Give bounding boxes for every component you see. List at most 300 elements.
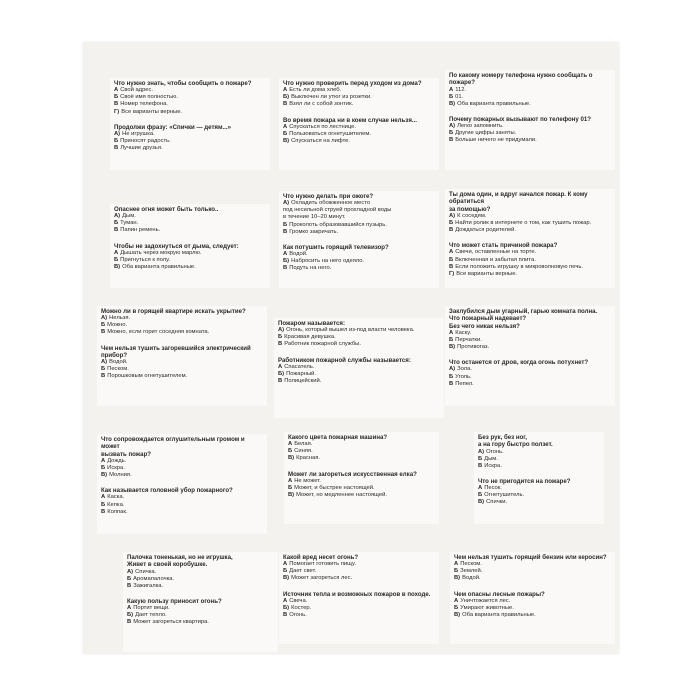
- option-letter: Б: [454, 604, 459, 611]
- answer-option: [449, 213, 611, 220]
- option-letter: Б: [288, 484, 293, 491]
- option-letter: А: [127, 605, 132, 612]
- answer-option: [101, 472, 263, 479]
- option-letter: Б: [101, 322, 106, 329]
- option-text: Полицейский.: [284, 378, 322, 385]
- option-text: Умирают животные.: [460, 604, 514, 611]
- question-text: Как потушить горящий телевизор?: [283, 243, 389, 251]
- question-text: Палочка тоненькая, но не игрушка, Живет в своей коробушке.: [127, 554, 233, 569]
- option-text: Зажигалка.: [133, 582, 164, 589]
- question-text: Источник тепла и возможных пожаров в походе.: [283, 590, 431, 598]
- option-text: Оба варианта правильные.: [122, 264, 196, 271]
- option-letter: Б): [278, 370, 285, 377]
- option-text: Громко закричать.: [289, 228, 339, 235]
- question-text: Заклубился дым угарный, гарью комната полна. Что пожарный надевает? Без чего никак нельзя?: [449, 308, 598, 330]
- answer-option: [114, 138, 266, 145]
- answer-option: [101, 373, 263, 380]
- answer-option: [449, 87, 611, 94]
- option-letter: А: [283, 87, 288, 94]
- quiz-card: [445, 189, 615, 288]
- answer-option: [101, 509, 263, 516]
- answer-option: [449, 123, 611, 130]
- answer-option: [114, 227, 266, 234]
- option-letter: Б: [283, 221, 288, 228]
- option-text: Уголь.: [455, 373, 472, 380]
- answer-option: [101, 465, 263, 472]
- answer-option: [114, 109, 266, 116]
- option-letter: В: [114, 145, 119, 152]
- answer-option: [449, 249, 611, 256]
- option-text: Дает свет.: [289, 568, 317, 575]
- answer-options: [449, 213, 611, 234]
- answer-option: [449, 130, 611, 137]
- option-text: Спасатель.: [284, 363, 315, 370]
- question-text: Какой вред несет огонь?: [283, 554, 359, 561]
- option-letter: В): [478, 499, 485, 506]
- option-letter: Б: [101, 501, 106, 508]
- option-letter: В: [127, 582, 132, 589]
- quiz-card: [445, 306, 615, 406]
- answer-option: [101, 494, 263, 501]
- answer-option: [454, 598, 611, 605]
- option-text: Костер.: [291, 604, 312, 611]
- option-letter: Б: [101, 464, 106, 471]
- question-text: Можно ли в горящей квартире искать укрытие?: [101, 308, 246, 315]
- option-text: Зола.: [457, 366, 472, 373]
- option-text: Водой.: [289, 251, 308, 258]
- option-text: Охладить обожженное место под несильной струей прохладной воды в течение 10–20 минут.: [283, 200, 392, 221]
- answer-option: [288, 478, 435, 485]
- answer-option: [478, 456, 600, 463]
- option-text: Лучшие друзья.: [120, 145, 163, 152]
- answer-option: [283, 131, 435, 138]
- option-letter: В: [114, 227, 119, 234]
- answer-option: [283, 258, 435, 265]
- answer-option: [454, 605, 611, 612]
- answer-option: [478, 463, 600, 470]
- option-letter: Б: [114, 256, 119, 263]
- option-letter: В: [449, 227, 454, 234]
- option-letter: В: [101, 373, 106, 380]
- option-letter: Б): [283, 258, 290, 265]
- quiz-card: [279, 78, 439, 170]
- answer-option: [283, 605, 435, 612]
- option-text: 01.: [455, 93, 464, 100]
- answer-options: [127, 605, 274, 626]
- answer-options: [283, 87, 435, 108]
- option-letter: В: [478, 462, 483, 469]
- answer-option: [478, 485, 600, 492]
- answer-option: [127, 583, 274, 590]
- answer-option: [101, 502, 263, 509]
- option-text: Пожарный.: [286, 370, 316, 377]
- answer-option: [101, 322, 263, 329]
- option-letter: А: [478, 485, 483, 492]
- option-text: Водой.: [109, 359, 128, 366]
- question-text: Как называется головной убор пожарного?: [101, 487, 233, 495]
- option-letter: Б): [283, 94, 290, 101]
- option-text: Перчатки.: [455, 336, 482, 343]
- answer-option: [283, 229, 435, 236]
- answer-option: [114, 257, 266, 264]
- answer-options: [101, 458, 263, 479]
- option-letter: А): [101, 359, 108, 366]
- question-text: Чтобы не задохнуться от дыма, следует:: [114, 242, 239, 250]
- option-letter: В): [114, 264, 121, 271]
- answer-option: [449, 264, 611, 271]
- question-text: Что останется от дров, когда огонь потухнет?: [449, 359, 589, 367]
- option-text: Молния.: [109, 472, 132, 479]
- option-text: Спускаться по лестнице.: [289, 123, 356, 130]
- option-text: Красивая девушка.: [284, 334, 336, 341]
- option-letter: Б: [278, 334, 283, 341]
- question-text: Какого цвета пожарная машина?: [288, 434, 388, 441]
- option-text: Огонь, который вышел из-под власти человека.: [286, 327, 415, 334]
- option-text: Песок.: [484, 485, 502, 492]
- option-letter: Б: [283, 130, 288, 137]
- question-text: Ты дома один, и вдруг начался пожар. К кому обратиться за помощью?: [449, 191, 588, 213]
- answer-option: [288, 485, 435, 492]
- answer-option: [449, 330, 611, 337]
- option-text: Дым.: [122, 213, 136, 220]
- answer-option: [278, 364, 440, 371]
- answer-option: [127, 619, 274, 626]
- answer-option: [449, 94, 611, 101]
- option-letter: Г): [449, 270, 455, 277]
- option-letter: В: [278, 341, 283, 348]
- option-letter: А: [114, 87, 119, 94]
- question-text: Без рук, без ног, а на гору быстро ползет.: [478, 434, 553, 449]
- answer-option: [278, 371, 440, 378]
- answer-options: [114, 131, 266, 152]
- option-letter: В: [283, 101, 288, 108]
- option-letter: А: [283, 597, 288, 604]
- option-text: Легко запомнить.: [457, 123, 504, 130]
- quiz-card: [110, 204, 270, 288]
- quiz-card: [279, 552, 439, 644]
- option-text: Если положить игрушку в микроволновую печь.: [455, 263, 583, 270]
- answer-options: [283, 598, 435, 619]
- option-text: Искра.: [107, 464, 125, 471]
- option-text: Оба варианта правильные.: [457, 100, 531, 107]
- option-letter: А): [127, 568, 134, 575]
- option-text: Свой адрес.: [120, 87, 154, 94]
- option-text: Больше ничего не придумали.: [455, 137, 537, 144]
- answer-option: [127, 569, 274, 576]
- option-letter: В: [114, 101, 119, 108]
- question-text: Чем нельзя тушить горящий бензин или керосин?: [454, 554, 607, 561]
- option-text: Пепел.: [455, 380, 474, 387]
- option-text: Можно, если горит соседняя комната.: [107, 329, 210, 336]
- question-text: Во время пожара ни в коем случае нельзя...: [283, 116, 417, 124]
- option-text: Туман.: [120, 220, 139, 227]
- answer-options: [101, 494, 263, 515]
- option-letter: В): [283, 138, 290, 145]
- option-text: Взял ли с собой зонтик.: [289, 101, 354, 108]
- answer-option: [114, 220, 266, 227]
- answer-options: [449, 87, 611, 108]
- answer-option: [283, 612, 435, 619]
- question-text: Продолжи фразу: «Спички — детям...»: [114, 123, 231, 131]
- option-text: Номер телефона.: [120, 101, 168, 108]
- option-text: Каску.: [455, 329, 472, 336]
- answer-option: [283, 265, 435, 272]
- option-text: Работник пожарной службы.: [284, 341, 361, 348]
- answer-options: [114, 213, 266, 234]
- question-text: Почему пожарных вызывают по телефону 01?: [449, 115, 591, 123]
- option-letter: Б): [127, 612, 134, 619]
- option-letter: А: [449, 86, 454, 93]
- option-text: Все варианты верные.: [121, 108, 183, 115]
- answer-options: [288, 441, 435, 462]
- option-text: Портит вещи.: [133, 605, 170, 612]
- answer-option: [288, 455, 435, 462]
- answer-option: [101, 359, 263, 366]
- option-letter: В): [288, 492, 295, 499]
- option-text: Помогает готовить пищу.: [289, 561, 356, 568]
- option-text: Пользоваться огнетушителем.: [289, 130, 371, 137]
- option-letter: А): [478, 448, 485, 455]
- option-letter: А: [288, 477, 293, 484]
- answer-option: [478, 449, 600, 456]
- question-text: Что нужно проверить перед уходом из дома?: [283, 80, 422, 87]
- option-letter: Б: [449, 219, 454, 226]
- option-letter: А): [114, 130, 121, 137]
- answer-option: [114, 213, 266, 220]
- option-letter: Б: [288, 448, 293, 455]
- option-letter: В: [101, 329, 106, 336]
- option-text: Спички.: [486, 499, 508, 506]
- question-text: Что может стать причиной пожара?: [449, 242, 558, 250]
- answer-option: [283, 124, 435, 131]
- quiz-card: [279, 191, 439, 288]
- answer-option: [114, 87, 266, 94]
- option-letter: А): [449, 123, 456, 130]
- answer-option: [449, 381, 611, 388]
- answer-option: [288, 492, 435, 499]
- option-text: Включенная и забытая плита.: [455, 256, 536, 263]
- option-letter: А): [449, 212, 456, 219]
- option-text: Свечи, оставленные на торте.: [455, 249, 537, 256]
- answer-option: [449, 227, 611, 234]
- option-letter: В): [449, 344, 456, 351]
- answer-options: [278, 364, 440, 385]
- question-text: Что нужно знать, чтобы сообщить о пожаре?: [114, 80, 252, 87]
- quiz-card: [284, 432, 439, 524]
- option-letter: Б: [101, 366, 106, 373]
- option-text: Синяя.: [294, 448, 313, 455]
- answer-option: [283, 101, 435, 108]
- answer-option: [114, 250, 266, 257]
- option-text: Каска.: [107, 494, 125, 501]
- option-letter: Б: [283, 568, 288, 575]
- answer-option: [449, 257, 611, 264]
- option-text: Может, и быстрее настоящей.: [294, 484, 375, 491]
- option-text: Другие цифры заняты.: [455, 130, 517, 137]
- option-letter: В: [449, 263, 454, 270]
- option-letter: В): [454, 612, 461, 619]
- option-text: Может загореться квартира.: [133, 619, 209, 626]
- option-text: Найти ролик в интернете о том, как тушить пожар.: [455, 219, 592, 226]
- option-text: Свеча.: [289, 597, 308, 604]
- answer-options: [449, 330, 611, 351]
- quiz-card: [445, 70, 615, 170]
- option-letter: А: [454, 561, 459, 568]
- answer-option: [449, 271, 611, 278]
- answer-options: [114, 87, 266, 115]
- option-text: Можно.: [107, 322, 128, 329]
- answer-option: [454, 612, 611, 619]
- option-letter: Г): [114, 108, 120, 115]
- option-letter: В): [283, 575, 290, 582]
- option-letter: А): [278, 327, 285, 334]
- option-letter: Б): [283, 604, 290, 611]
- option-letter: А: [288, 441, 293, 448]
- option-letter: Б: [114, 138, 119, 145]
- quiz-card: [123, 552, 278, 652]
- option-text: Водой.: [462, 575, 481, 582]
- option-text: Нельзя.: [109, 315, 131, 322]
- option-letter: Б: [478, 492, 483, 499]
- answer-options: [454, 561, 611, 582]
- answer-option: [288, 441, 435, 448]
- answer-option: [283, 575, 435, 582]
- question-text: Может ли загореться искусственная елка?: [288, 470, 417, 478]
- option-text: Песком.: [107, 366, 129, 373]
- quiz-card: [274, 318, 444, 418]
- option-letter: Б: [127, 575, 132, 582]
- option-letter: А): [101, 315, 108, 322]
- answer-option: [449, 374, 611, 381]
- answer-option: [449, 366, 611, 373]
- question-text: Работником пожарной службы называется:: [278, 356, 411, 364]
- answer-option: [283, 138, 435, 145]
- option-text: Может загореться лес.: [291, 575, 353, 582]
- option-letter: Б: [454, 568, 459, 575]
- option-text: Песком.: [460, 561, 482, 568]
- option-letter: А: [278, 363, 283, 370]
- option-text: Проколоть образовавшийся пузырь.: [289, 221, 387, 228]
- option-letter: А: [283, 123, 288, 130]
- option-letter: Б: [114, 220, 119, 227]
- option-text: Приносят радость.: [120, 138, 171, 145]
- answer-option: [101, 315, 263, 322]
- answer-options: [283, 251, 435, 272]
- option-letter: А: [449, 249, 454, 256]
- question-text: Чем опасны лесные пожары?: [454, 590, 545, 598]
- option-text: Землей.: [460, 568, 483, 575]
- option-text: Спичка.: [135, 568, 157, 575]
- answer-option: [283, 598, 435, 605]
- answer-options: [478, 485, 600, 506]
- option-letter: А): [283, 200, 290, 207]
- option-letter: Б: [114, 94, 119, 101]
- question-text: Чем нельзя тушить загоревшийся электрический прибор?: [101, 344, 251, 359]
- option-text: Своё имя полностью.: [120, 94, 178, 101]
- option-text: Папин ремень.: [120, 227, 161, 234]
- question-text: Опаснее огня может быть только..: [114, 206, 219, 213]
- option-text: Огонь.: [486, 448, 504, 455]
- answer-option: [101, 329, 263, 336]
- option-letter: В: [283, 265, 288, 272]
- quiz-card: [450, 552, 615, 644]
- option-text: Колпак.: [107, 508, 128, 515]
- answer-option: [127, 576, 274, 583]
- answer-options: [283, 561, 435, 582]
- option-text: Противогаз.: [457, 344, 490, 351]
- answer-option: [114, 101, 266, 108]
- answer-options: [278, 327, 440, 348]
- option-text: Красная.: [296, 455, 321, 462]
- option-letter: В: [449, 137, 454, 144]
- answer-options: [288, 478, 435, 499]
- answer-option: [449, 137, 611, 144]
- answer-options: [283, 124, 435, 145]
- option-letter: Б: [449, 93, 454, 100]
- option-text: Пригнуться к полу.: [120, 256, 171, 263]
- option-letter: В: [278, 378, 283, 385]
- answer-option: [478, 499, 600, 506]
- option-text: Уничтожается лес.: [460, 597, 511, 604]
- option-text: Может, но медленнее настоящей.: [296, 492, 387, 499]
- option-text: Белая.: [294, 441, 313, 448]
- option-letter: В): [449, 100, 456, 107]
- option-text: 112.: [455, 86, 467, 93]
- option-text: Выключен ли утюг из розетки.: [291, 94, 372, 101]
- answer-option: [127, 612, 274, 619]
- answer-option: [114, 264, 266, 271]
- question-text: Какую пользу приносит огонь?: [127, 597, 222, 605]
- option-text: Огонь.: [289, 612, 307, 619]
- answer-options: [101, 359, 263, 380]
- option-text: Подуть на него.: [289, 265, 332, 272]
- option-letter: А): [114, 213, 121, 220]
- option-letter: А: [114, 249, 119, 256]
- option-letter: В: [283, 612, 288, 619]
- option-letter: А): [449, 366, 456, 373]
- answer-option: [114, 145, 266, 152]
- answer-option: [278, 327, 440, 334]
- answer-options: [449, 123, 611, 144]
- answer-options: [449, 249, 611, 277]
- answer-option: [449, 337, 611, 344]
- option-letter: В): [101, 472, 108, 479]
- option-text: Спускаться на лифте.: [291, 138, 350, 145]
- option-letter: А: [101, 457, 106, 464]
- answer-options: [478, 449, 600, 470]
- quiz-card: [97, 306, 267, 406]
- option-text: Дождаться родителей.: [455, 227, 517, 234]
- option-text: Искра.: [484, 462, 502, 469]
- quiz-card: [97, 434, 267, 534]
- answer-options: [114, 250, 266, 271]
- option-text: К соседям.: [457, 212, 487, 219]
- option-text: Дождь.: [107, 457, 127, 464]
- option-text: Дым.: [484, 455, 498, 462]
- answer-option: [127, 605, 274, 612]
- question-text: По какому номеру телефона нужно сообщать о пожаре?: [449, 72, 593, 87]
- answer-option: [449, 344, 611, 351]
- answer-option: [283, 251, 435, 258]
- option-letter: Б: [449, 256, 454, 263]
- option-letter: Б: [449, 373, 454, 380]
- answer-option: [278, 341, 440, 348]
- answer-option: [478, 492, 600, 499]
- question-text: Пожаром называется:: [278, 320, 345, 327]
- option-letter: А: [283, 251, 288, 258]
- option-text: Не может.: [294, 477, 321, 484]
- answer-options: [127, 569, 274, 590]
